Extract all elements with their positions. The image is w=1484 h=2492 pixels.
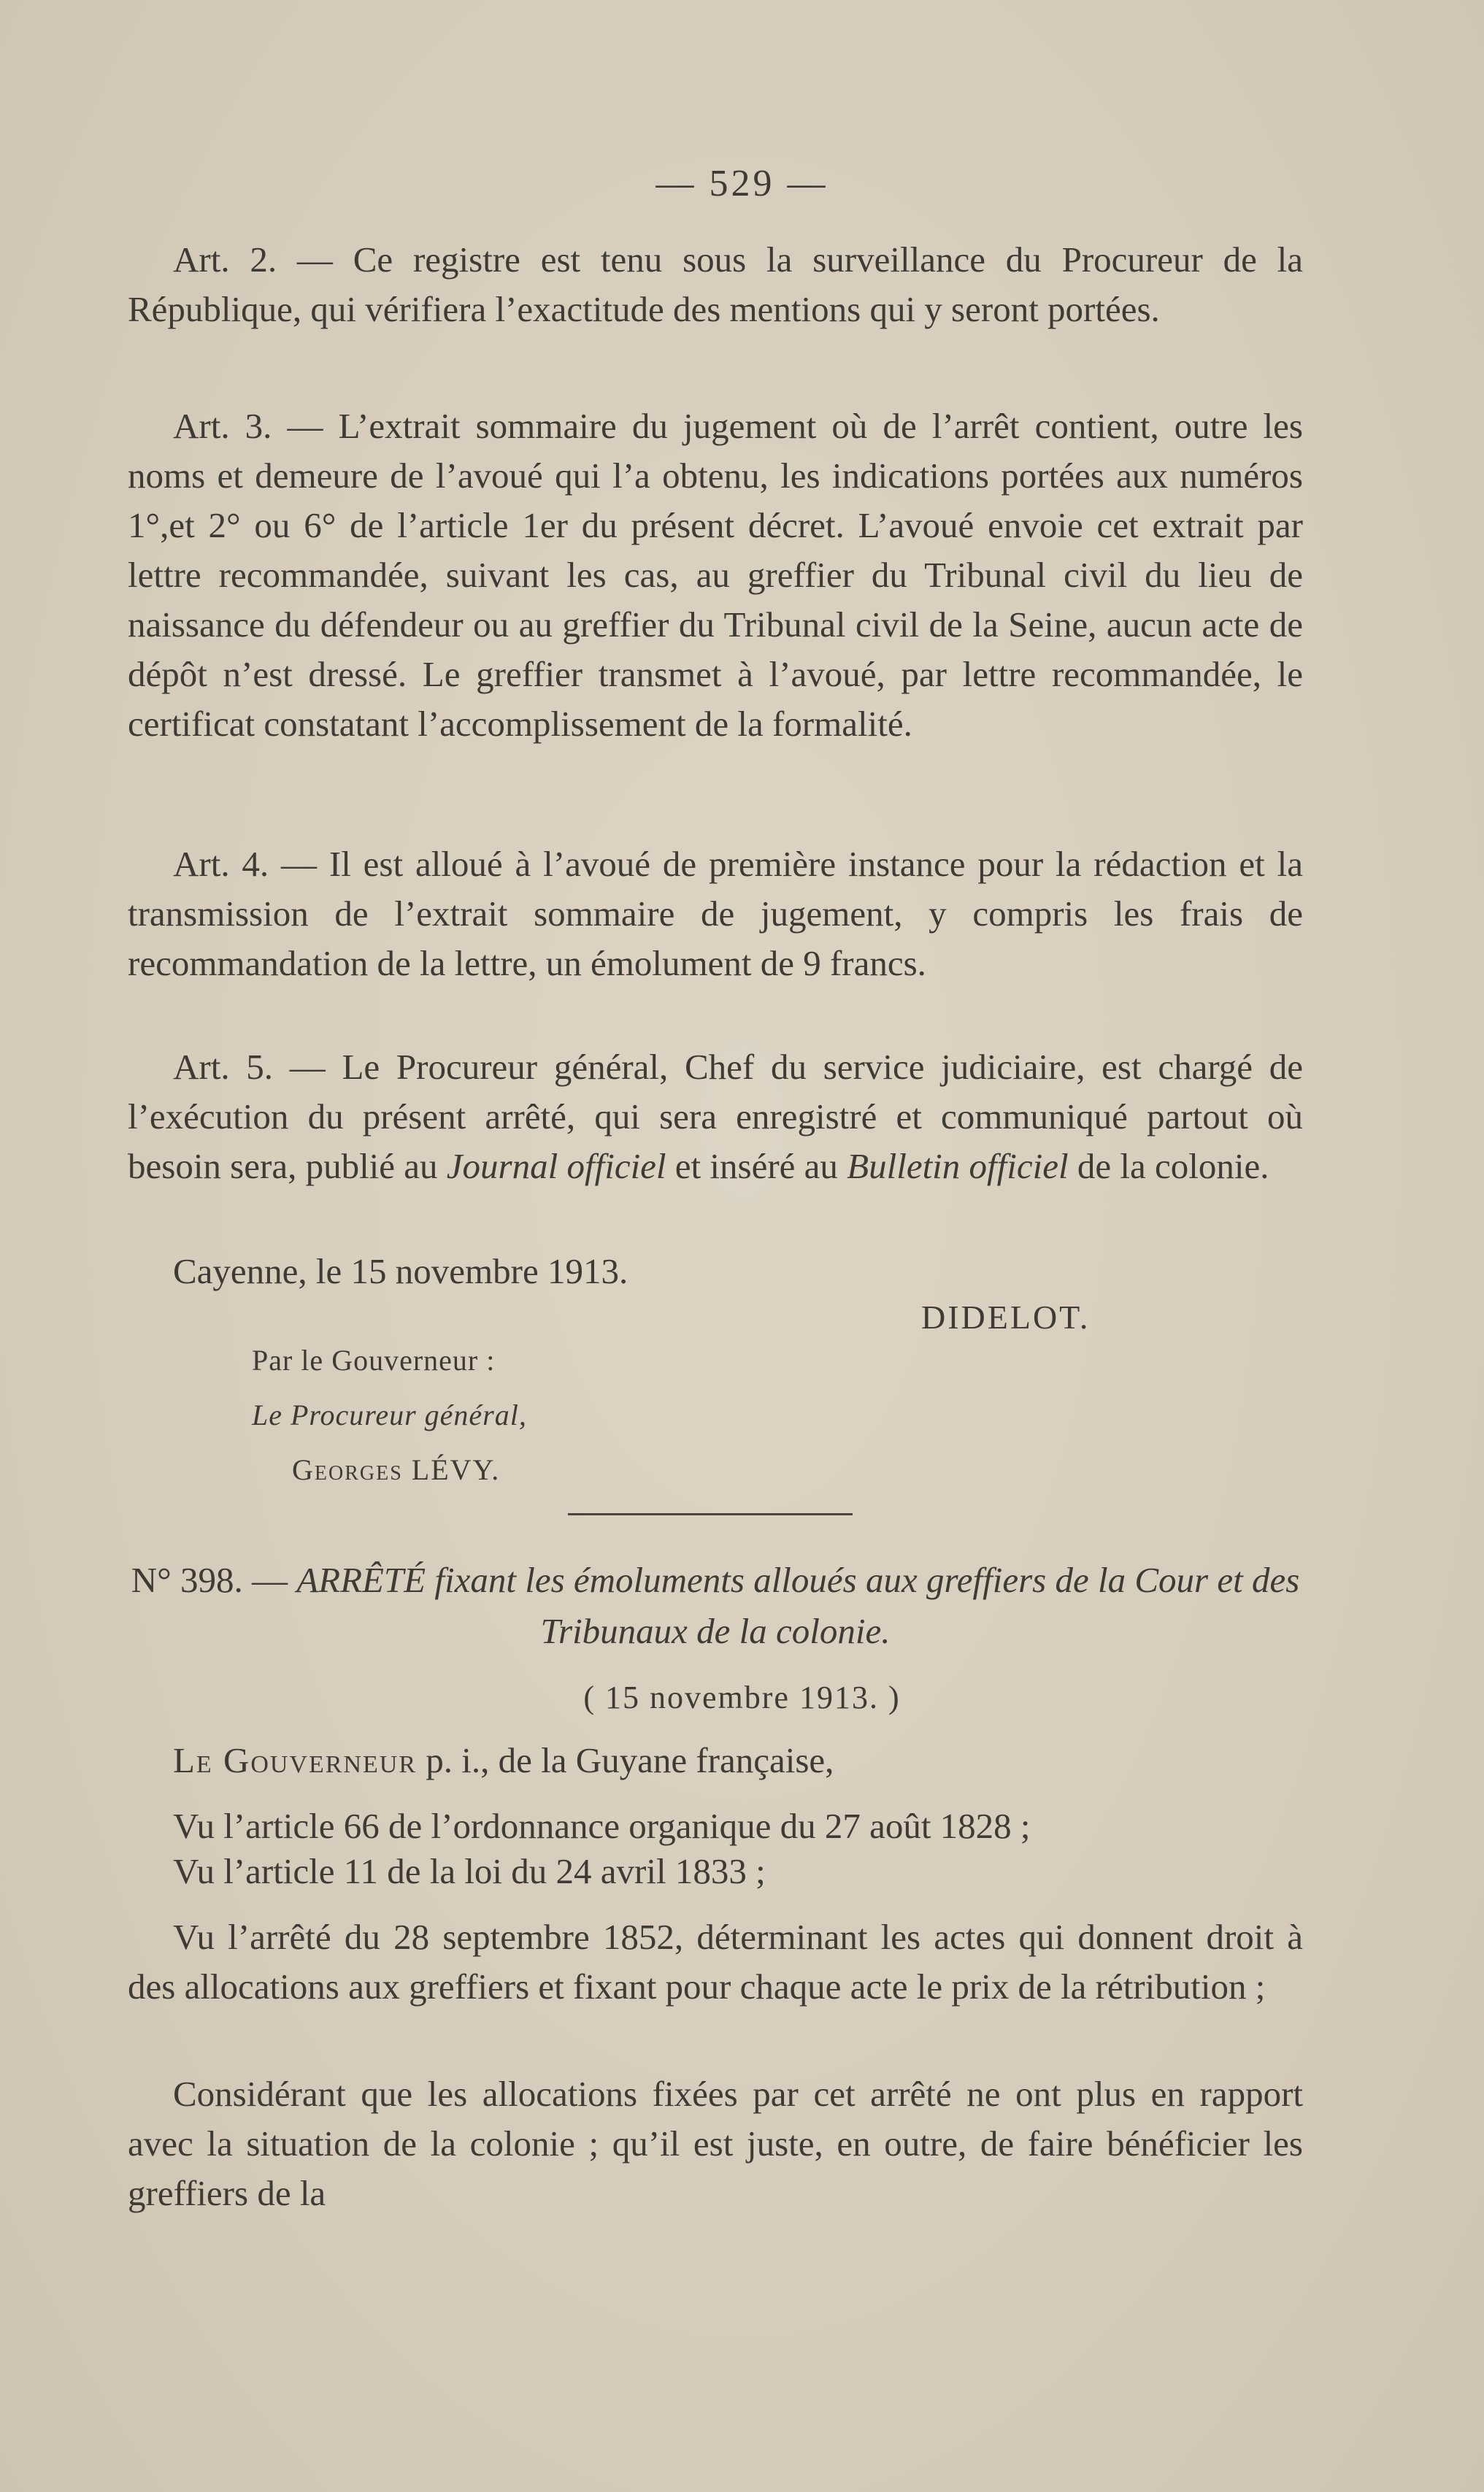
article-5-part-a: Art. 5. — Le Procureur général, Chef du service judiciaire, est chargé de l’exécution du présent arrêté, qui sera enregistré et communiqué partout où besoin sera, publié au — [128, 1047, 1303, 1186]
cayenne-line — [128, 1247, 1303, 1296]
article-2-text: Art. 2. — Ce registre est tenu sous la surveillance du Procureur de la République, qui vérifiera l’exactitude des mentions qui y seront portées. — [128, 239, 1303, 329]
arrete-date: ( 15 novembre 1913. ) — [583, 1680, 901, 1715]
governor-signature: DIDELOT. — [921, 1299, 1091, 1336]
vu-article-66-text: Vu l’article 66 de l’ordonnance organique du 27 août 1828 ; — [173, 1806, 1031, 1846]
article-4-text: Art. 4. — Il est alloué à l’avoué de première instance pour la rédaction et la transmission de l’extrait sommaire de jugement, y compris les frais de recommandation de la lettre, un émolument de 9 francs. — [128, 844, 1303, 983]
vu-arrete-1852 — [128, 1912, 1303, 2012]
gouverneur-smallcaps: Le Gouverneur — [173, 1740, 417, 1780]
journal-officiel: Journal officiel — [446, 1146, 666, 1186]
page-number: — 529 — — [656, 163, 828, 204]
gouverneur-rest: p. i., de la Guyane française, — [417, 1740, 834, 1780]
vu-article-11-text: Vu l’article 11 de la loi du 24 avril 1833 ; — [173, 1851, 766, 1891]
vu-article-11 — [128, 1847, 1303, 1896]
procureur-name: Georges LÉVY. — [292, 1453, 501, 1486]
article-5-text — [128, 1042, 1303, 1191]
gouverneur-text — [128, 1736, 1303, 1785]
article-4 — [128, 839, 1303, 988]
considerant-text: Considérant que les allocations fixées par cet arrêté ne ont plus en rapport avec la situation de la colonie ; qu’il est juste, en outre, de faire bénéficier les greffiers de la — [128, 2074, 1303, 2213]
section-divider — [568, 1513, 853, 1515]
article-3-text: Art. 3. — L’extrait sommaire du jugement où de l’arrêt contient, outre les noms et demeure de l’avoué qui l’a obtenu, les indications portées aux numéros 1°,et 2° ou 6° de l’article 1er du présent décret. L’avoué envoie cet extrait par lettre recommandée, suivant les cas, au greffier du Tribunal civil du lieu de naissance du défendeur ou au greffier du Tribunal civil de la Seine, aucun acte de dépôt n’est dressé. Le greffier transmet à l’avoué, par lettre recommandée, le certificat constatant l’accomplissement de la formalité. — [128, 406, 1303, 744]
par-le-gouverneur: Par le Gouverneur : — [252, 1344, 496, 1377]
arrete-number: N° 398. — — [131, 1560, 288, 1600]
article-2 — [128, 235, 1303, 334]
bulletin-officiel: Bulletin officiel — [847, 1146, 1069, 1186]
article-5-part-c: de la colonie. — [1068, 1146, 1269, 1186]
vu-article-66 — [128, 1801, 1303, 1851]
gouverneur-line — [128, 1736, 1303, 1785]
arrete-title-line — [128, 1555, 1303, 1657]
article-5 — [128, 1042, 1303, 1191]
considerant — [128, 2069, 1303, 2218]
arrete-heading — [128, 1555, 1303, 1657]
arrete-title: ARRÊTÉ fixant les émoluments alloués aux greffiers de la Cour et des Tribunaux de la colonie. — [296, 1560, 1300, 1651]
cayenne-text: Cayenne, le 15 novembre 1913. — [173, 1251, 628, 1291]
article-5-part-b: et inséré au — [666, 1146, 847, 1186]
vu-arrete-1852-text: Vu l’arrêté du 28 septembre 1852, déterminant les actes qui donnent droit à des allocations aux greffiers et fixant pour chaque acte le prix de la rétribution ; — [128, 1917, 1303, 2007]
article-3 — [128, 401, 1303, 749]
procureur-title: Le Procureur général, — [252, 1399, 527, 1431]
